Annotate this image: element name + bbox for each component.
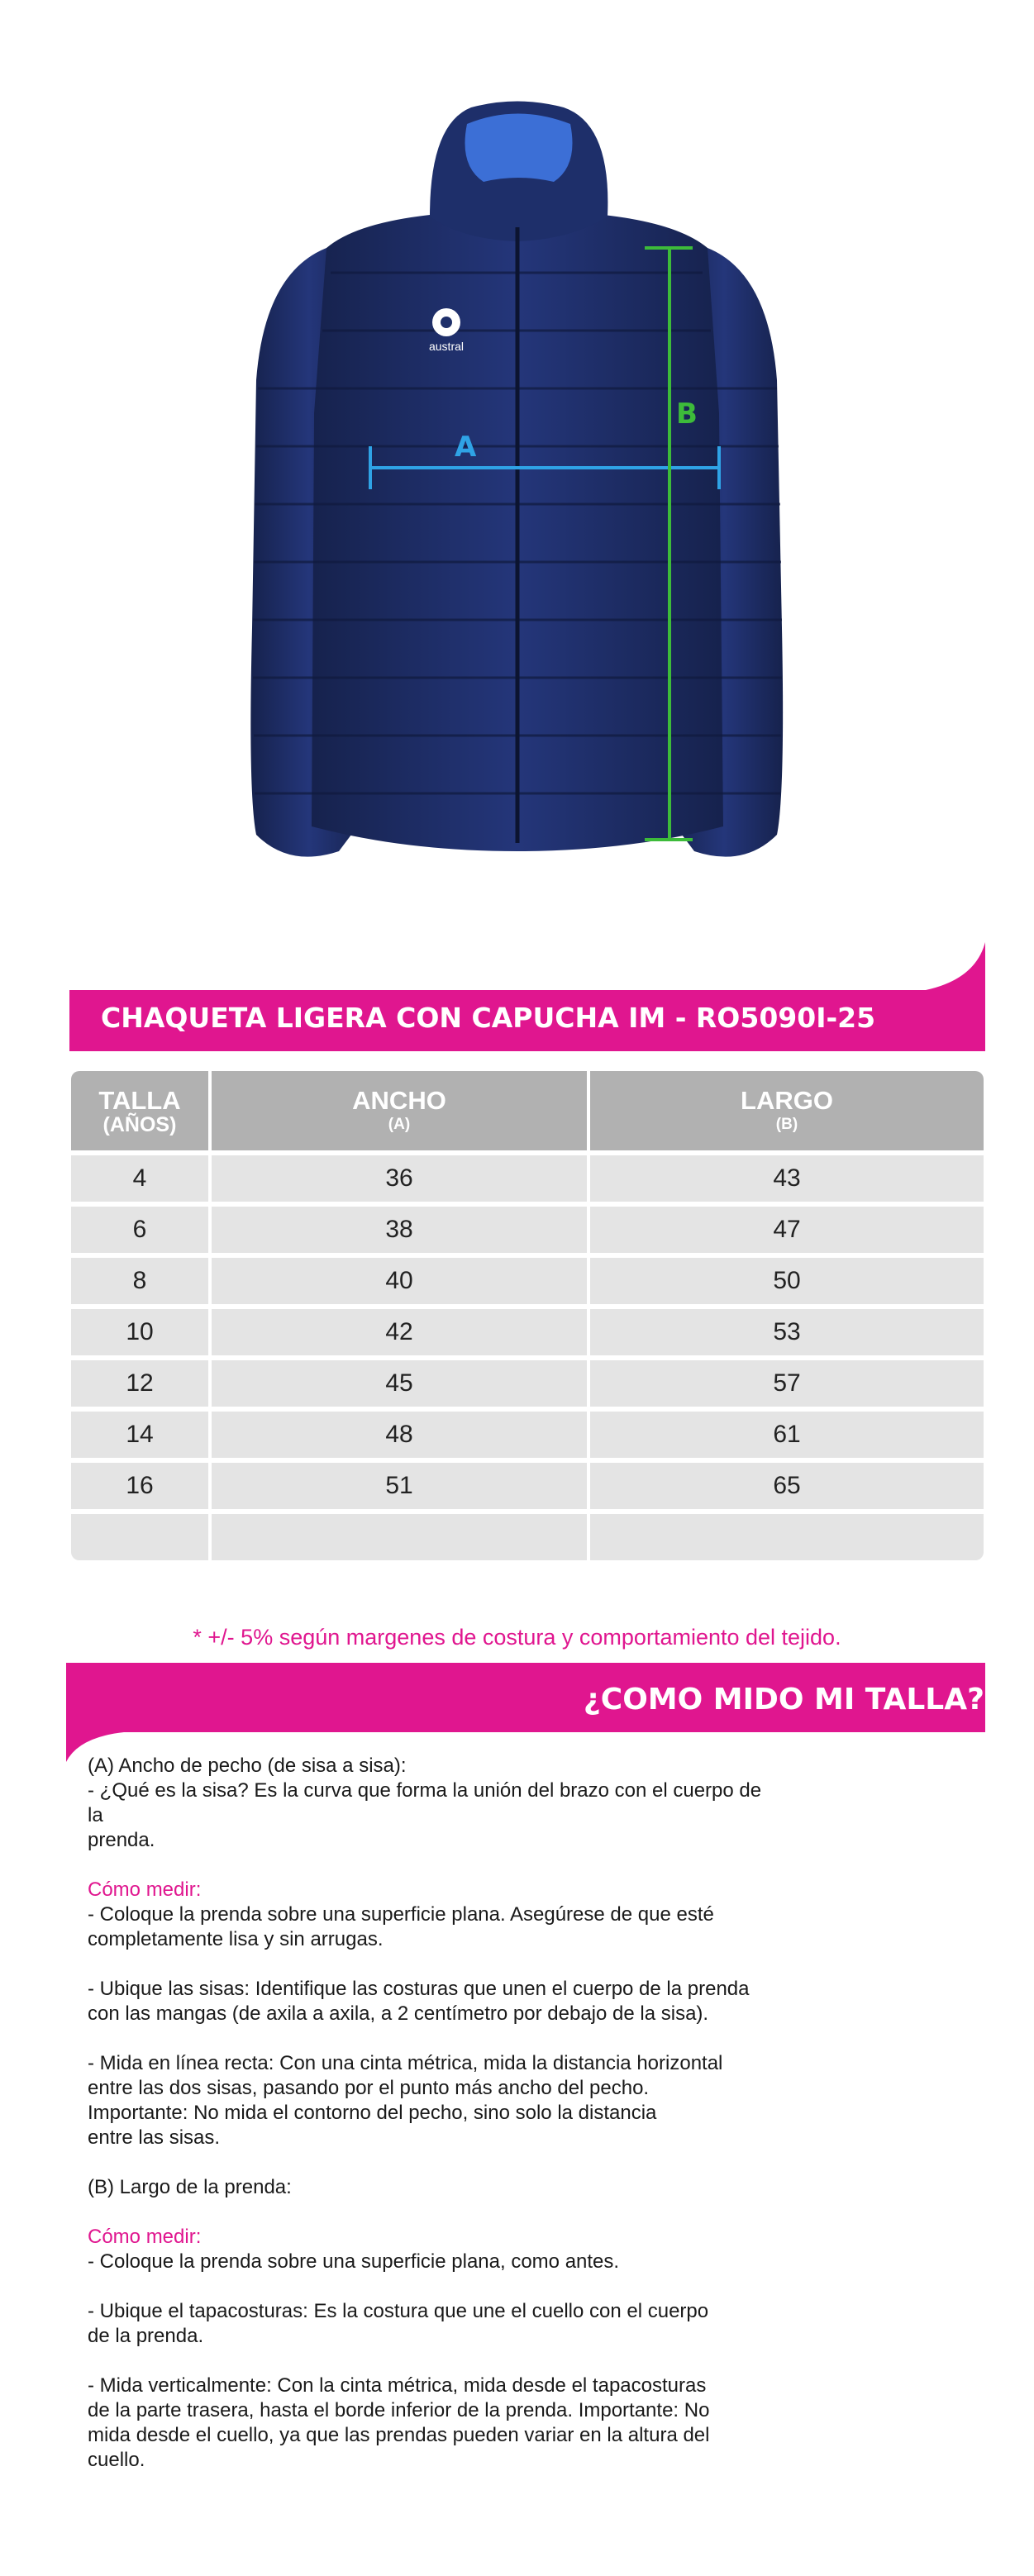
- table-row: [71, 1458, 984, 1509]
- text-line: - Mida en línea recta: Con una cinta métrica, mida la distancia horizontal: [88, 2052, 723, 2074]
- text-line: - Mida verticalmente: Con la cinta métrica, mida desde el tapacosturas: [88, 2374, 707, 2397]
- header-ancho: [212, 1071, 590, 1150]
- table-row: [71, 1355, 984, 1407]
- table-header-row: [71, 1071, 984, 1150]
- howto-paragraph-b: [88, 2175, 765, 2200]
- howto-title: ¿COMO MIDO MI TALLA?: [583, 1683, 984, 1717]
- table-cell: 50: [590, 1253, 984, 1304]
- product-title: CHAQUETA LIGERA CON CAPUCHA IM - RO5090I-25: [101, 1002, 876, 1034]
- text-line: - Coloque la prenda sobre una superficie plana. Asegúrese de que esté: [88, 1903, 714, 1926]
- text-line: mida desde el cuello, ya que las prendas pueden variar en la altura del: [88, 2424, 710, 2446]
- text-line: - Coloque la prenda sobre una superficie plana, como antes.: [88, 2250, 620, 2273]
- logo-text: austral: [428, 340, 465, 353]
- text-line: entre las dos sisas, pasando por el punto más ancho del pecho.: [88, 2077, 650, 2099]
- howto-paragraph: [88, 2051, 765, 2150]
- table-cell: 48: [212, 1407, 590, 1458]
- table-cell: 40: [212, 1253, 590, 1304]
- table-cell: 8: [71, 1253, 212, 1304]
- text-line: entre las sisas.: [88, 2126, 221, 2149]
- size-table: [71, 1071, 984, 1560]
- table-cell: 16: [71, 1458, 212, 1509]
- table-row: [71, 1150, 984, 1202]
- table-body: [71, 1150, 984, 1560]
- measure-a-label: A: [455, 431, 477, 464]
- table-cell: 51: [212, 1458, 590, 1509]
- howto-paragraph: [88, 2225, 765, 2274]
- table-cell: [590, 1509, 984, 1560]
- text-line: - Ubique el tapacosturas: Es la costura que une el cuello con el cuerpo: [88, 2300, 709, 2322]
- text-line: cuello.: [88, 2449, 145, 2471]
- text-line: - Ubique las sisas: Identifique las costuras que unen el cuerpo de la prenda: [88, 1978, 750, 2000]
- text-line: (A) Ancho de pecho (de sisa a sisa):: [88, 1755, 407, 1777]
- header-sublabel: (B): [775, 1116, 798, 1133]
- table-cell: [71, 1509, 212, 1560]
- como-medir-label: Cómo medir:: [88, 2226, 202, 2248]
- header-sublabel: (A): [388, 1116, 411, 1133]
- header-label: TALLA: [98, 1086, 181, 1115]
- table-cell: 57: [590, 1355, 984, 1407]
- table-cell: 42: [212, 1304, 590, 1355]
- table-cell: 43: [590, 1150, 984, 1202]
- jacket-illustration: [0, 0, 1034, 926]
- measure-b-label: B: [676, 398, 698, 431]
- table-row: [71, 1253, 984, 1304]
- text-line: (B) Largo de la prenda:: [88, 2176, 292, 2198]
- text-line: Importante: No mida el contorno del pecho, sino solo la distancia: [88, 2102, 657, 2124]
- header-label: ANCHO: [352, 1086, 446, 1115]
- text-line: de la parte trasera, hasta el borde inferior de la prenda. Importante: No: [88, 2399, 710, 2421]
- table-cell: 45: [212, 1355, 590, 1407]
- text-line: prenda.: [88, 1829, 155, 1851]
- header-label: LARGO: [741, 1086, 833, 1115]
- howto-paragraph-a: [88, 1754, 765, 1853]
- table-row: [71, 1407, 984, 1458]
- table-cell: 12: [71, 1355, 212, 1407]
- table-cell: 14: [71, 1407, 212, 1458]
- table-row: [71, 1202, 984, 1253]
- howto-paragraph: [88, 2299, 765, 2349]
- howto-instructions: [88, 1754, 765, 2497]
- text-line: completamente lisa y sin arrugas.: [88, 1928, 384, 1950]
- header-talla: [71, 1071, 212, 1150]
- header-largo: [590, 1071, 984, 1150]
- howto-paragraph: [88, 1977, 765, 2026]
- text-line: de la prenda.: [88, 2325, 204, 2347]
- tolerance-note: * +/- 5% según margenes de costura y comportamiento del tejido.: [193, 1625, 841, 1650]
- howto-paragraph: [88, 2374, 765, 2473]
- table-cell: 38: [212, 1202, 590, 1253]
- howto-paragraph: [88, 1878, 765, 1952]
- text-line: con las mangas (de axila a axila, a 2 centímetro por debajo de la sisa).: [88, 2002, 709, 2025]
- title-banner: [0, 942, 1034, 1058]
- table-cell: 61: [590, 1407, 984, 1458]
- table-row: [71, 1509, 984, 1560]
- table-row: [71, 1304, 984, 1355]
- table-cell: 53: [590, 1304, 984, 1355]
- table-cell: [212, 1509, 590, 1560]
- table-cell: 47: [590, 1202, 984, 1253]
- table-cell: 36: [212, 1150, 590, 1202]
- text-line: - ¿Qué es la sisa? Es la curva que forma la unión del brazo con el cuerpo de la: [88, 1779, 762, 1826]
- table-cell: 6: [71, 1202, 212, 1253]
- como-medir-label: Cómo medir:: [88, 1878, 202, 1901]
- table-cell: 10: [71, 1304, 212, 1355]
- header-sublabel: (AÑOS): [102, 1113, 177, 1136]
- table-cell: 4: [71, 1150, 212, 1202]
- table-cell: 65: [590, 1458, 984, 1509]
